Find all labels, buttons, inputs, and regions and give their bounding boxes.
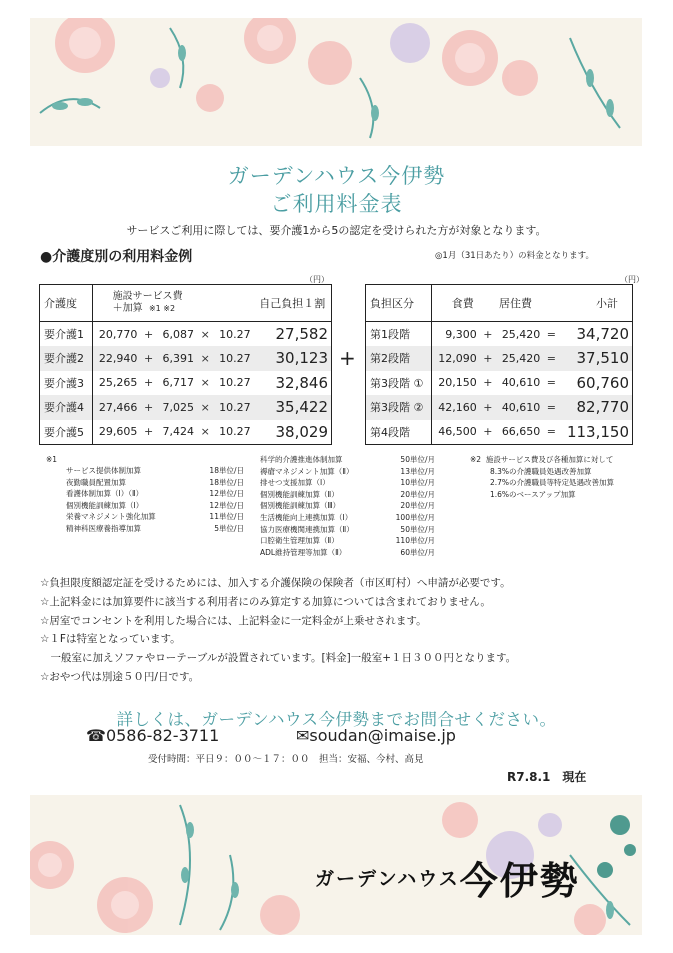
cell-housing: 40,610 (501, 376, 541, 390)
cell-plus: + (480, 346, 496, 371)
cell-plus: + (143, 425, 154, 438)
footnote-item: 生活機能向上連携加算（Ⅰ） 100単位/月 (260, 512, 435, 522)
cell-subtotal: 34,720 (576, 325, 629, 343)
footnote-item: 個別機能訓練加算（Ⅰ） 12単位/日 (66, 500, 244, 510)
cell-times: × (197, 346, 213, 371)
cell-total: 32,846 (275, 373, 328, 392)
cell-housing: 40,610 (496, 395, 543, 420)
cell-food: 42,160 (432, 395, 480, 420)
section-title: ●介護度別の利用料金例 (40, 249, 193, 265)
table-row (366, 322, 633, 347)
footnote2-block: ※2 施設サービス費及び各種加算に対して 8.3%の介護職員処遇改善加算 2.7%の介護職員等特定処遇改善加算 1.6%のベースアップ加算 (470, 455, 615, 499)
cell-housing: 66,650 (501, 425, 541, 438)
cell-plus: + (140, 346, 156, 371)
cell-eq: = (546, 327, 557, 341)
cell-rate: 10.27 (219, 327, 251, 341)
col-header-service: 施設サービス費 ＋加算 ※1 ※2 (92, 285, 254, 322)
care-level-table (39, 284, 332, 445)
col-header-food: 食費 (432, 285, 480, 322)
cell-subtotal: 37,510 (560, 346, 633, 371)
as-of-date: R7.8.1 現在 (507, 770, 587, 784)
table-row (40, 322, 332, 347)
col-header-housing: 居住費 (496, 285, 543, 322)
table-row (366, 346, 633, 371)
cell-total: 35,422 (254, 395, 332, 420)
footnote1-list-a (66, 465, 244, 535)
cell-add: 7,424 (162, 425, 195, 438)
cell-times: × (200, 425, 210, 438)
flower-decoration (30, 18, 642, 146)
cell-tier: 第3段階 ① (366, 371, 432, 396)
reception-hours: 受付時間：平日９：００～１７：００ 担当：安福、今村、高見 (148, 754, 424, 765)
note-item: ☆上記料金には加算要件に該当する利用者にのみ算定する加算については含まれておりません。 (40, 595, 491, 608)
cell-tier: 第2段階 (366, 346, 432, 371)
top-flower-banner (30, 18, 642, 146)
cell-plus: + (483, 327, 493, 341)
footnote1-list-b (260, 454, 435, 558)
cell-rate: 10.27 (219, 425, 251, 438)
facility-logo: ガーデンハウス今伊勢 (315, 858, 580, 903)
table-row (40, 395, 332, 420)
email-address: ✉soudan@imaise.jp (296, 726, 456, 745)
cell-base: 22,940 (92, 346, 140, 371)
footnote2-item: 1.6%のベースアップ加算 (490, 489, 576, 499)
note-item: 一般室に加えソファやローテーブルが設置されています。[料金]一般室+１日３００円となります。 (40, 652, 517, 665)
cell-subtotal: 60,760 (576, 373, 629, 392)
table-row (366, 420, 633, 445)
cell-rate: 10.27 (213, 346, 253, 371)
cell-base: 29,605 (98, 425, 138, 438)
phone-icon: ☎ (86, 726, 106, 745)
notes-list (40, 574, 516, 687)
cell-add: 6,087 (162, 327, 195, 341)
right-table-unit: （円） (620, 275, 644, 284)
table-row (40, 420, 332, 445)
cell-eq: = (543, 395, 559, 420)
mail-icon: ✉ (296, 726, 310, 745)
table-row (40, 371, 332, 396)
footnote-item: 栄養マネジメント強化加算 11単位/日 (66, 512, 244, 522)
page-title-line2: ご利用料金表 (270, 192, 403, 216)
footnote2-item: 2.7%の介護職員等特定処遇改善加算 (490, 478, 615, 488)
plus-sign: + (339, 346, 356, 370)
cell-times: × (200, 376, 210, 390)
col-header-subtotal: 小計 (560, 285, 633, 322)
footnote-item: ADL維持管理等加算（Ⅱ） 60単位/月 (260, 547, 435, 557)
table-header-row (40, 285, 332, 322)
footnote-item: 個別機能訓練加算（Ⅱ） 20単位/月 (260, 489, 435, 499)
cell-food: 12,090 (432, 346, 480, 371)
contact-heading: 詳しくは、ガーデンハウス今伊勢までお問合せください。 (116, 710, 557, 729)
footnote2-item: 8.3%の介護職員処遇改善加算 (490, 466, 592, 476)
table-row (40, 346, 332, 371)
cell-total: 27,582 (275, 325, 328, 343)
footnote-item: 個別機能訓練加算（Ⅲ） 20単位/月 (260, 501, 435, 511)
cell-total: 38,029 (275, 422, 328, 441)
left-table-unit: （円） (305, 275, 329, 284)
cell-add: 7,025 (157, 395, 197, 420)
cell-food: 9,300 (445, 327, 477, 341)
cell-plus: + (143, 376, 154, 390)
footnote-item: 科学的介護推進体制加算 50単位/月 (260, 455, 435, 464)
table-row (366, 395, 633, 420)
footnote1-marker: ※1 (46, 455, 58, 464)
col-header-copay: 自己負担１割 (254, 285, 332, 322)
cell-rate: 10.27 (213, 395, 253, 420)
note-item: ☆１Fは特室となっています。 (40, 633, 181, 646)
month-note: ◎1月（31日あたり）の料金となります。 (435, 251, 594, 261)
col-header-tier: 負担区分 (366, 285, 432, 322)
cell-tier: 第1段階 (366, 322, 432, 347)
footnote-item: 看護体制加算（Ⅰ）（Ⅱ） 12単位/日 (66, 489, 244, 499)
intro-text: サービスご利用に際しては、要介護1から5の認定を受けられた方が対象となります。 (126, 224, 547, 237)
footnote-item: 夜勤職員配置加算 18単位/日 (66, 477, 244, 487)
cell-times: × (200, 327, 210, 341)
cell-level: 要介護4 (40, 395, 93, 420)
cell-housing: 25,420 (501, 327, 541, 341)
footnote-item: 排せつ支援加算（Ⅰ） 10単位/月 (260, 478, 435, 488)
burden-tier-table (365, 284, 633, 445)
cell-add: 6,717 (162, 376, 195, 390)
page-title-line1: ガーデンハウス今伊勢 (227, 164, 446, 188)
cell-times: × (197, 395, 213, 420)
footnote-item: 褥瘡マネジメント加算（Ⅱ） 13単位/月 (260, 466, 435, 476)
cell-total: 30,123 (254, 346, 332, 371)
cell-plus: + (140, 395, 156, 420)
footnote-item: サービス提供体制加算 18単位/日 (66, 466, 244, 475)
cell-level: 要介護5 (40, 420, 93, 445)
cell-eq: = (546, 376, 557, 390)
cell-plus: + (483, 376, 493, 390)
cell-base: 20,770 (98, 327, 138, 341)
cell-subtotal: 82,770 (560, 395, 633, 420)
note-item: ☆おやつ代は別途５０円/日です。 (40, 670, 200, 683)
cell-base: 25,265 (98, 376, 138, 390)
cell-eq: = (546, 425, 557, 438)
table-row (366, 371, 633, 396)
cell-tier: 第3段階 ② (366, 395, 432, 420)
cell-subtotal: 113,150 (566, 422, 629, 441)
cell-food: 46,500 (438, 425, 477, 438)
cell-level: 要介護1 (40, 322, 93, 347)
cell-eq: = (543, 346, 559, 371)
cell-rate: 10.27 (219, 376, 251, 390)
cell-plus: + (143, 327, 154, 341)
cell-level: 要介護3 (40, 371, 93, 396)
cell-tier: 第4段階 (366, 420, 432, 445)
note-item: ☆居室でコンセントを利用した場合には、上記料金に一定料金が上乗せされます。 (40, 614, 427, 627)
cell-plus: + (483, 425, 493, 438)
cell-food: 20,150 (438, 376, 477, 390)
cell-add: 6,391 (157, 346, 197, 371)
cell-base: 27,466 (92, 395, 140, 420)
note-item: ☆負担限度額認定証を受けるためには、加入する介護保険の保険者（市区町村）へ申請が必要です。 (40, 577, 511, 589)
footnote-item: 協力医療機関連携加算（Ⅱ） 50単位/月 (260, 524, 435, 534)
table-header-row (366, 285, 633, 322)
cell-housing: 25,420 (496, 346, 543, 371)
footnote-item: 精神科医療養指導加算 5単位/日 (66, 523, 244, 533)
cell-level: 要介護2 (40, 346, 93, 371)
phone-number: ☎0586-82-3711 (86, 726, 220, 745)
col-header-level: 介護度 (40, 285, 93, 322)
cell-plus: + (480, 395, 496, 420)
footnote-item: 口腔衛生管理加算（Ⅱ） 110単位/月 (260, 536, 435, 546)
